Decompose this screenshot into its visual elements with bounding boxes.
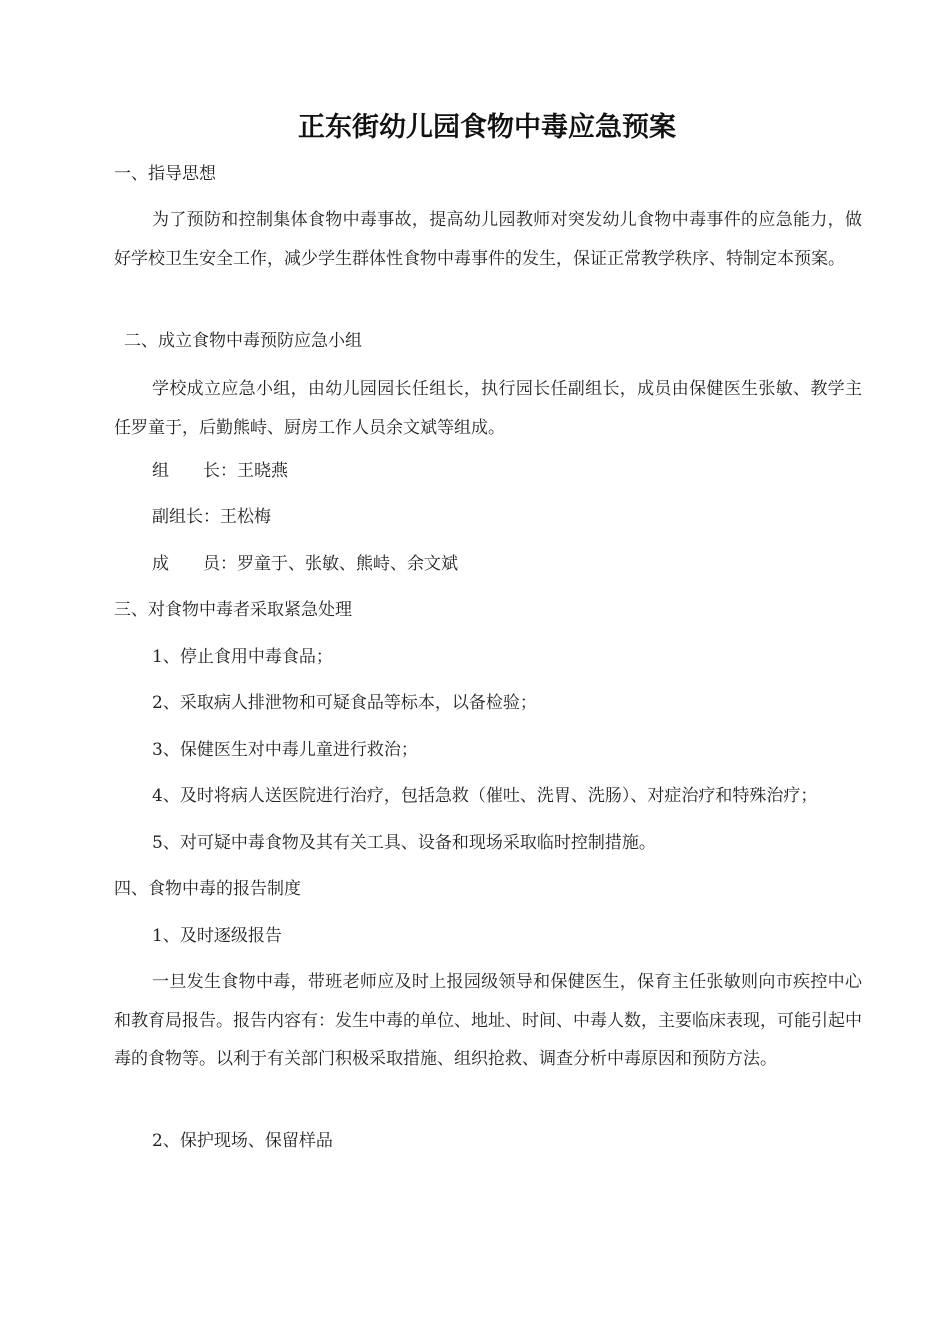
paragraph-group-composition: 学校成立应急小组，由幼儿园园长任组长，执行园长任副组长，成员由保健医生张敏、教学主任罗童于，后勤熊峙、厨房工作人员余文斌等组成。 xyxy=(114,379,862,438)
group-members: 成 员：罗童于、张敏、熊峙、余文斌 xyxy=(152,554,458,574)
list-item: 5、对可疑中毒食物及其有关工具、设备和现场采取临时控制措施。 xyxy=(152,833,656,853)
group-deputy-leader: 副组长：王松梅 xyxy=(152,507,271,527)
subheading-report-levels: 1、及时逐级报告 xyxy=(152,926,282,946)
paragraph-purpose: 为了预防和控制集体食物中毒事故，提高幼儿园教师对突发幼儿食物中毒事件的应急能力，做好学校卫生安全工作，减少学生群体性食物中毒事件的发生，保证正常教学秩序、特制定本预案。 xyxy=(114,210,862,269)
group-leader: 组 长：王晓燕 xyxy=(152,461,288,481)
section-heading-emergency-group: 二、成立食物中毒预防应急小组 xyxy=(124,331,362,351)
list-item: 1、停止食用中毒食品； xyxy=(152,647,333,667)
subheading-protect-scene: 2、保护现场、保留样品 xyxy=(152,1131,333,1151)
document-title: 正东街幼儿园食物中毒应急预案 xyxy=(298,112,676,143)
list-item: 3、保健医生对中毒儿童进行救治； xyxy=(152,740,418,760)
section-heading-emergency-handling: 三、对食物中毒者采取紧急处理 xyxy=(114,600,352,620)
section-heading-reporting: 四、食物中毒的报告制度 xyxy=(114,879,301,899)
paragraph-reporting-procedure: 一旦发生食物中毒，带班老师应及时上报园级领导和保健医生，保育主任张敏则向市疾控中心和教育局报告。报告内容有：发生中毒的单位、地址、时间、中毒人数，主要临床表现，可能引起中毒的食物等。以利于有关部门积极采取措施、组织抢救、调查分析中毒原因和预防方法。 xyxy=(114,972,862,1069)
section-heading-guiding-idea: 一、指导思想 xyxy=(114,164,216,184)
list-item: 2、采取病人排泄物和可疑食品等标本，以备检验； xyxy=(152,693,537,713)
list-item: 4、及时将病人送医院进行治疗，包括急救（催吐、洗胃、洗肠）、对症治疗和特殊治疗； xyxy=(152,786,818,806)
